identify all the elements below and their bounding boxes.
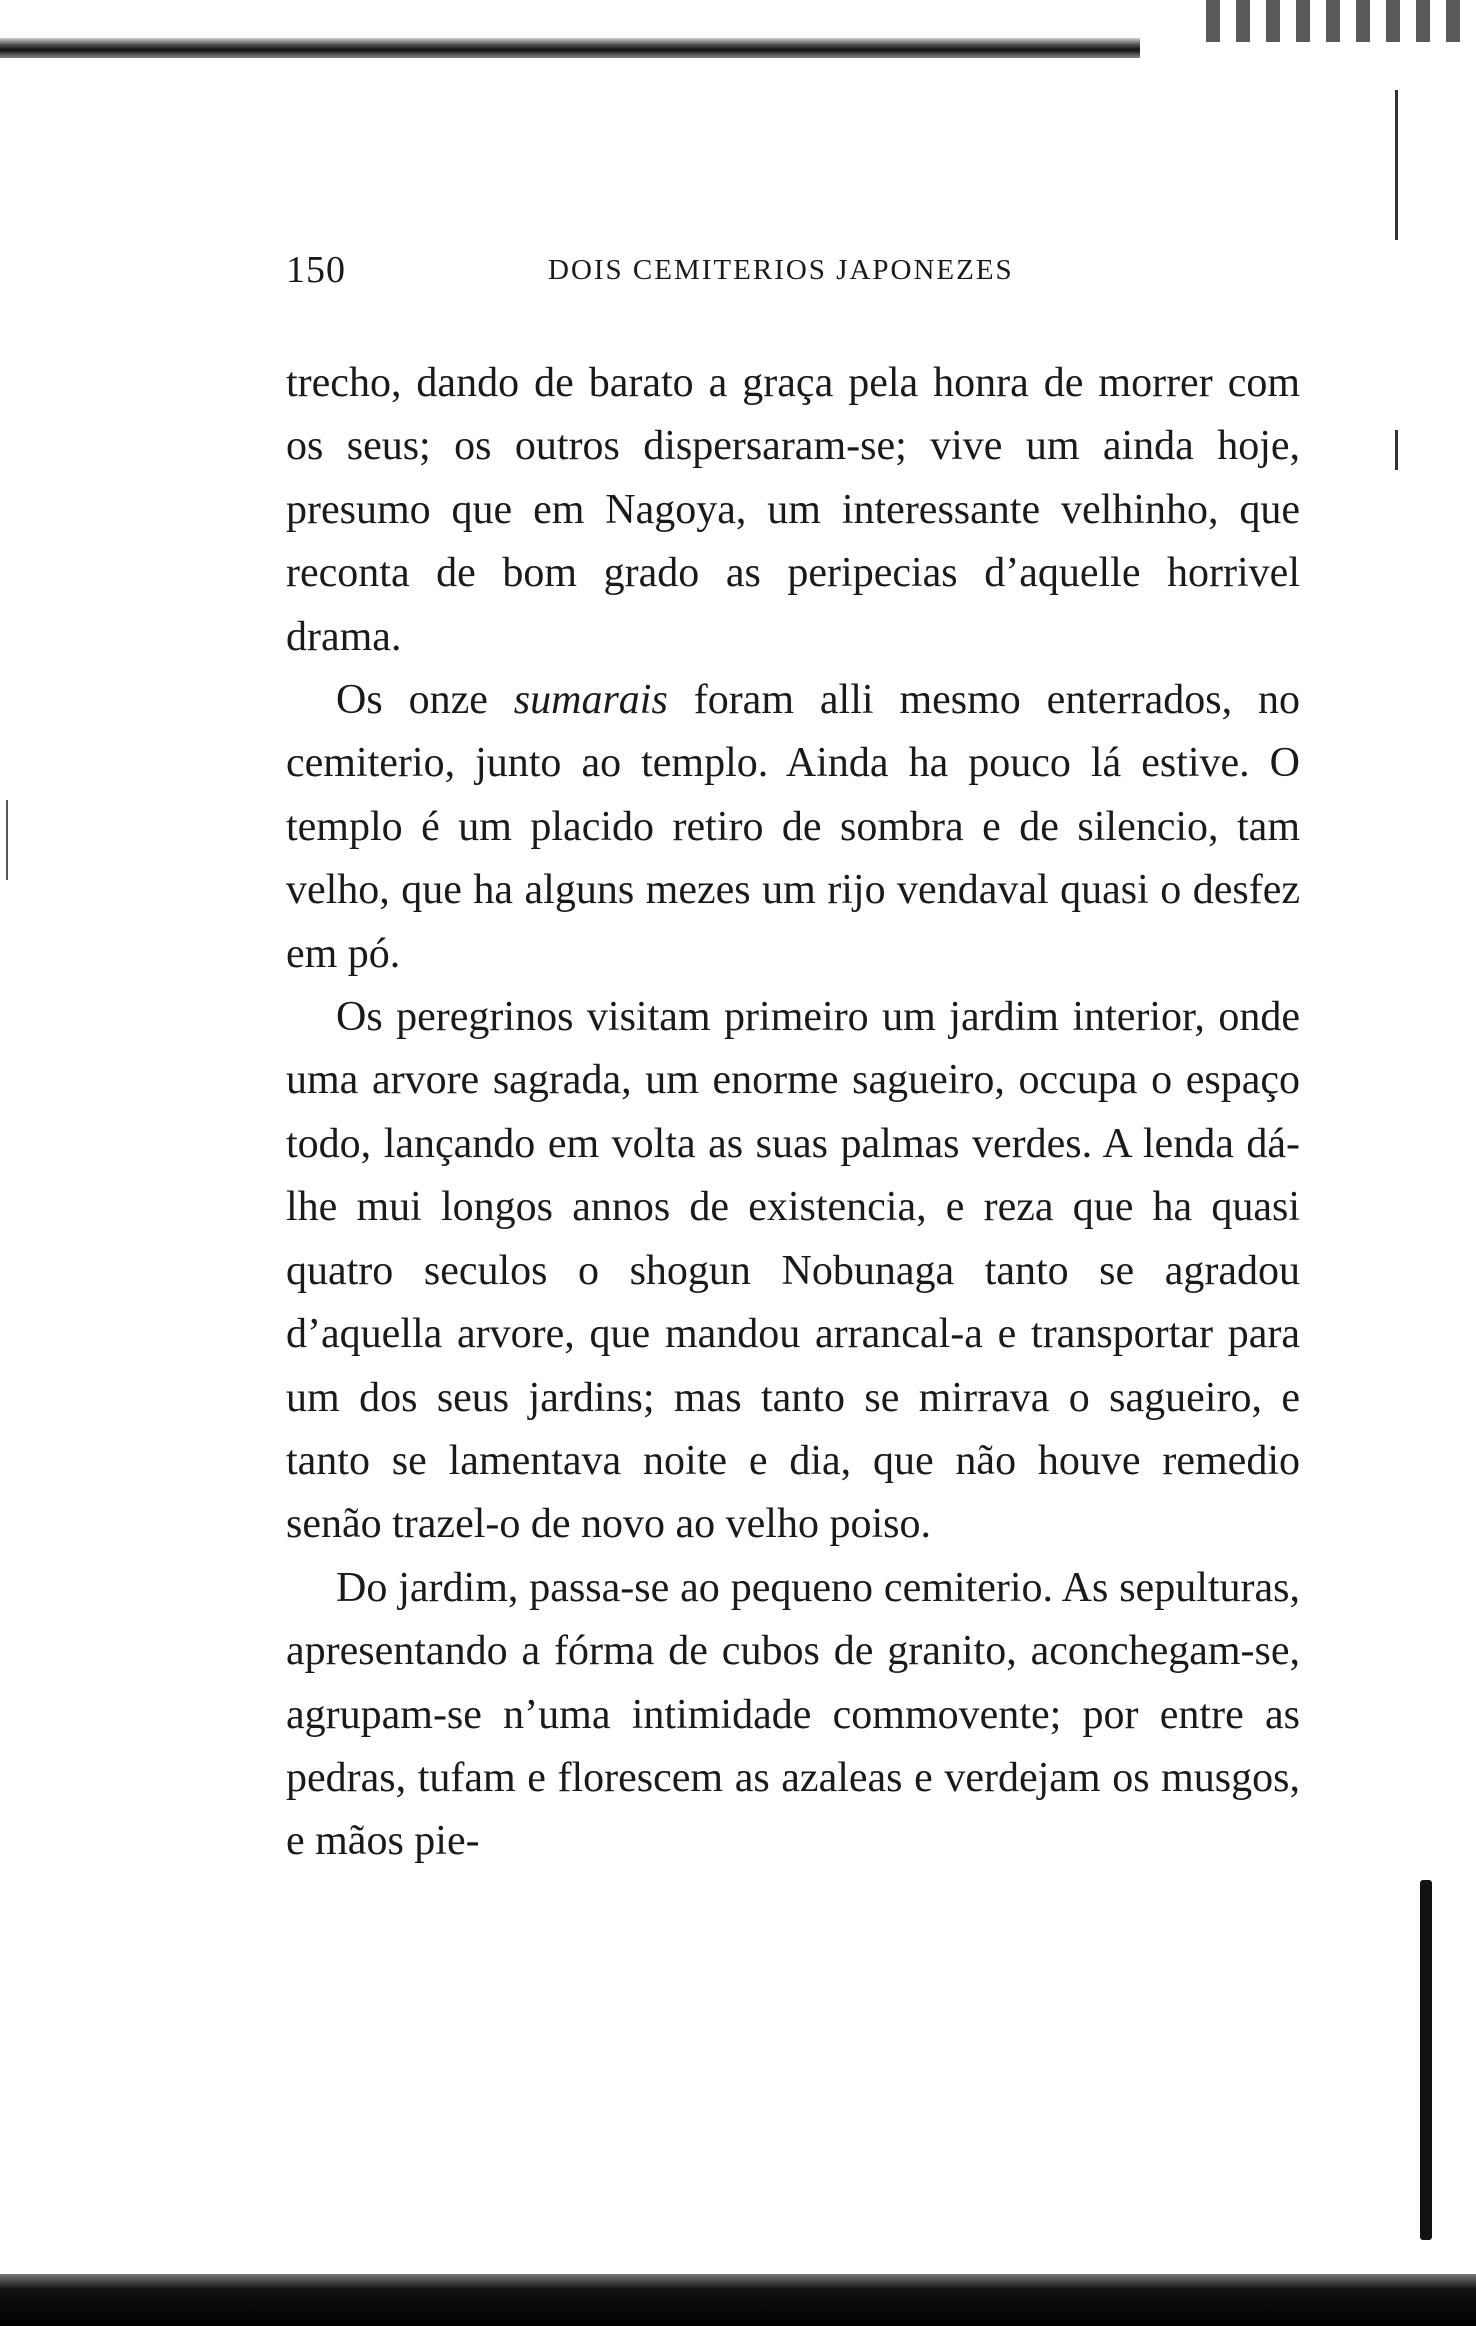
scan-edge-bottom bbox=[0, 2274, 1476, 2326]
body-text bbox=[286, 352, 1300, 1874]
scan-edge-top bbox=[0, 38, 1140, 58]
scan-edge-right-mark bbox=[1395, 430, 1398, 470]
paragraph bbox=[286, 669, 1300, 986]
page-number: 150 bbox=[286, 249, 346, 291]
page-header bbox=[286, 248, 1286, 298]
running-head: DOIS CEMITERIOS JAPONEZES bbox=[548, 254, 1014, 286]
paragraph-text: trecho, dando de barato a graça pela honra de morrer com os seus; os outros dispersaram-se; vive um ainda hoje, presumo que em Nagoya, um interessante velhinho, que reconta de bom grado as peripecias d’aquelle horrivel drama. bbox=[286, 360, 1300, 660]
scan-ink-marks bbox=[1206, 0, 1476, 42]
scan-edge-right-upper bbox=[1395, 90, 1398, 240]
scan-edge-right-lower bbox=[1420, 1880, 1432, 2240]
paragraph-text: Do jardim, passa-se ao pequeno cemiterio. As sepulturas, apresentando a fórma de cubos de granito, aconchegam-se, agrupam-se n’uma intimidade commovente; por entre as pedras, tufam e florescem as azaleas e verdejam os musgos, e mãos pie- bbox=[286, 1564, 1300, 1865]
paragraph bbox=[286, 1557, 1300, 1874]
scan-edge-left bbox=[6, 800, 8, 880]
paragraph-text: foram alli mesmo enterrados, no cemiterio, junto ao templo. Ainda ha pouco lá estive. O templo é um placido retiro de sombra e de silencio, tam velho, que ha alguns mezes um rijo vendaval quasi o desfez em pó. bbox=[286, 677, 1300, 977]
paragraph bbox=[286, 352, 1300, 669]
italic-term: sumarais bbox=[513, 677, 668, 724]
paragraph-text: Os onze bbox=[336, 677, 514, 724]
paragraph-text: Os peregrinos visitam primeiro um jardim interior, onde uma arvore sagrada, um enorme sagueiro, occupa o espaço todo, lançando em volta as suas palmas verdes. A lenda dá-lhe mui longos annos de existencia, e reza que ha quasi quatro seculos o shogun Nobunaga tanto se agradou d’aquella arvore, que mandou arrancal-a e transportar para um dos seus jardins; mas tanto se mirrava o sagueiro, e tanto se lamentava noite e dia, que não houve remedio senão trazel-o de novo ao velho poiso. bbox=[286, 994, 1300, 1548]
paragraph bbox=[286, 986, 1300, 1557]
